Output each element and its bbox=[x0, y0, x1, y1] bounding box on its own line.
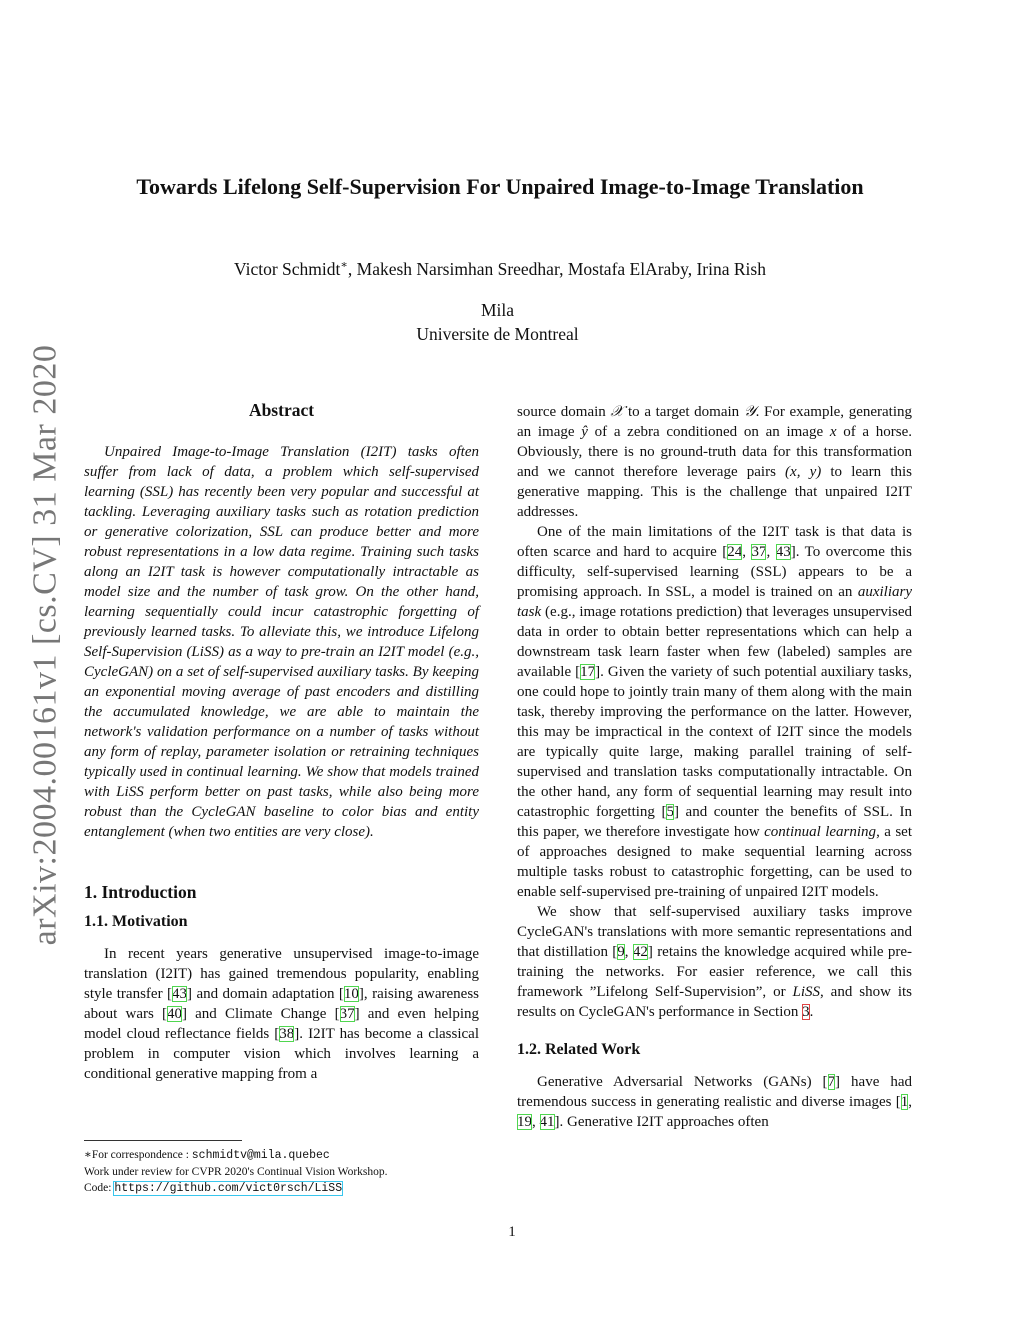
author-first: Victor Schmidt bbox=[234, 258, 341, 279]
paper-title: Towards Lifelong Self-Supervision For Unpaired Image-to-Image Translation bbox=[136, 174, 864, 199]
abstract-heading: Abstract bbox=[248, 400, 315, 420]
citation-link[interactable]: 43 bbox=[172, 986, 188, 1002]
footnotes bbox=[84, 1140, 484, 1197]
emphasis: continual learning bbox=[764, 824, 877, 840]
citation-link[interactable]: 37 bbox=[751, 544, 767, 560]
citation-link[interactable]: 5 bbox=[666, 804, 674, 820]
citation-link[interactable]: 41 bbox=[539, 1114, 555, 1130]
section-reference-link[interactable]: 3 bbox=[802, 1004, 810, 1020]
citation-link[interactable]: 42 bbox=[632, 944, 648, 960]
math-symbol: x bbox=[829, 424, 837, 440]
citation-link[interactable]: 43 bbox=[775, 544, 791, 560]
affiliation bbox=[80, 298, 915, 346]
citation-link[interactable]: 40 bbox=[166, 1006, 182, 1022]
author-rest: , Makesh Narsimhan Sreedhar, Mostafa ElAraby, Irina Rish bbox=[347, 258, 766, 279]
paragraph-contributions: We show that self-supervised auxiliary tasks improve CycleGAN's translations with more semantic representations and that distillation [9, 42] retains the knowledge acquired while pre-training the networks. For easier reference, we call this framework ”Lifelong Self-Supervision”, or LiSS, and show its results on CycleGAN's performance in Section 3. bbox=[517, 904, 913, 1020]
math-symbol: ŷ bbox=[581, 424, 588, 440]
affiliation-line: Universite de Montreal bbox=[416, 324, 579, 344]
citation-link[interactable]: 9 bbox=[617, 944, 625, 960]
code-url-link[interactable]: https://github.com/vict0rsch/LiSS bbox=[114, 1182, 343, 1195]
emphasis: auxiliary task bbox=[517, 584, 912, 620]
right-column bbox=[517, 402, 912, 1132]
paragraph-limitations: One of the main limitations of the I2IT task is that data is often scarce and hard to acquire [24, 37, 43]. To overcome this difficulty, self-supervised learning (SSL) appears to be a promising approach. In SSL, a model is trained on an auxiliary task (e.g., image rotations prediction) that leverages unsupervised data in order to obtain better representations which can help a downstream task learn faster when few (labeled) samples are available [17]. Given the variety of such potential auxiliary tasks, one could hope to jointly train many of them along with the main task, thereby improving the performance on the latter. However, this may be impractical in the context of I2IT since the models are typically quite large, making parallel training of self-supervised and translation tasks computationally intractable. On the other hand, any form of sequential learning may result into catastrophic forgetting [5] and counter the benefits of SSL. In this paper, we therefore investigate how continual learning, a set of approaches designed to make sequential learning across multiple tasks robust to catastrophic forgetting, can be used to enable self-supervised pre-training of unpaired I2IT models. bbox=[517, 524, 913, 900]
citation-link[interactable]: 19 bbox=[517, 1114, 532, 1130]
footnote-review: Work under review for CVPR 2020's Continual Vision Workshop. bbox=[84, 1166, 388, 1178]
citation-link[interactable]: 7 bbox=[827, 1074, 836, 1090]
footnote-mark[interactable]: ∗ bbox=[340, 259, 348, 271]
footnote-rule bbox=[84, 1140, 242, 1141]
email-address[interactable]: schmidtv@mila.quebec bbox=[191, 1149, 330, 1162]
paragraph-motivation: In recent years generative unsupervised image-to-image translation (I2IT) has gained tremendous popularity, enabling style transfer [43] and domain adaptation [10], raising awareness about wars [40] and Climate Change [37] and even helping model cloud reflectance fields [38]. I2IT has become a classical problem in computer vision which involves learning a conditional generative mapping from a bbox=[84, 946, 479, 1082]
page-number: 1 bbox=[508, 1224, 516, 1240]
left-column bbox=[84, 400, 479, 1084]
section-heading: 1. Introduction bbox=[84, 882, 197, 902]
affiliation-line: Mila bbox=[480, 300, 515, 320]
footnote-correspondence: ∗For correspondence : schmidtv@mila.quebec bbox=[84, 1149, 330, 1162]
math-symbol: (x, y) bbox=[785, 464, 822, 480]
subsection-heading: 1.2. Related Work bbox=[517, 1041, 641, 1058]
abstract-text: Unpaired Image-to-Image Translation (I2IT) tasks often suffer from lack of data, a problem which self-supervised learning (SSL) has recently been very popular and successful at tackling. Leveraging auxiliary tasks such as rotation prediction or generative colorization, SSL can produce better and more robust representations in a low data regime. Training such tasks along an I2IT task is however computationally intractable as model size and the number of task grow. On the other hand, learning sequentially could incur catastrophic forgetting of previously learned tasks. To alleviate this, we introduce Lifelong Self-Supervision (LiSS) as a way to pre-train an I2IT model (e.g., CycleGAN) on a set of self-supervised auxiliary tasks. By keeping an exponential moving average of past encoders and distilling the accumulated knowledge, we are able to maintain the network's validation performance on a number of tasks without any form of replay, parameter isolation or retraining techniques typically used in continual learning. We show that models trained with LiSS perform better on past tasks, while also being more robust than the CycleGAN baseline to color bias and entity entanglement (when two entities are very close). bbox=[84, 444, 479, 840]
author-list bbox=[80, 258, 920, 280]
citation-link[interactable]: 10 bbox=[343, 986, 359, 1002]
citation-link[interactable]: 17 bbox=[580, 664, 596, 680]
footnote-code: Code: https://github.com/vict0rsch/LiSS bbox=[84, 1182, 343, 1195]
math-symbol: 𝒴 bbox=[743, 404, 756, 420]
emphasis: LiSS bbox=[792, 984, 821, 1000]
arxiv-identifier: arXiv:2004.00161v1 [cs.CV] 31 Mar 2020 bbox=[26, 344, 64, 946]
paragraph-continued: source domain 𝒳 to a target domain 𝒴. For example, generating an image ŷ of a zebra conditioned on an image x of a horse. Obviously, there is no ground-truth data for this transformation and we cannot therefore leverage pairs (x, y) to learn this generative mapping. This is the challenge that unpaired I2IT addresses. bbox=[517, 404, 913, 520]
math-symbol: 𝒳 bbox=[610, 404, 624, 420]
citation-link[interactable]: 38 bbox=[279, 1026, 295, 1042]
citation-link[interactable]: 1 bbox=[900, 1094, 909, 1110]
subsection-heading: 1.1. Motivation bbox=[84, 913, 188, 930]
paragraph-related-work: Generative Adversarial Networks (GANs) [7] have had tremendous success in generating realistic and diverse images [1, 19, 41]. Generative I2IT approaches often bbox=[517, 1074, 912, 1130]
citation-link[interactable]: 37 bbox=[339, 1006, 355, 1022]
citation-link[interactable]: 24 bbox=[727, 544, 743, 560]
